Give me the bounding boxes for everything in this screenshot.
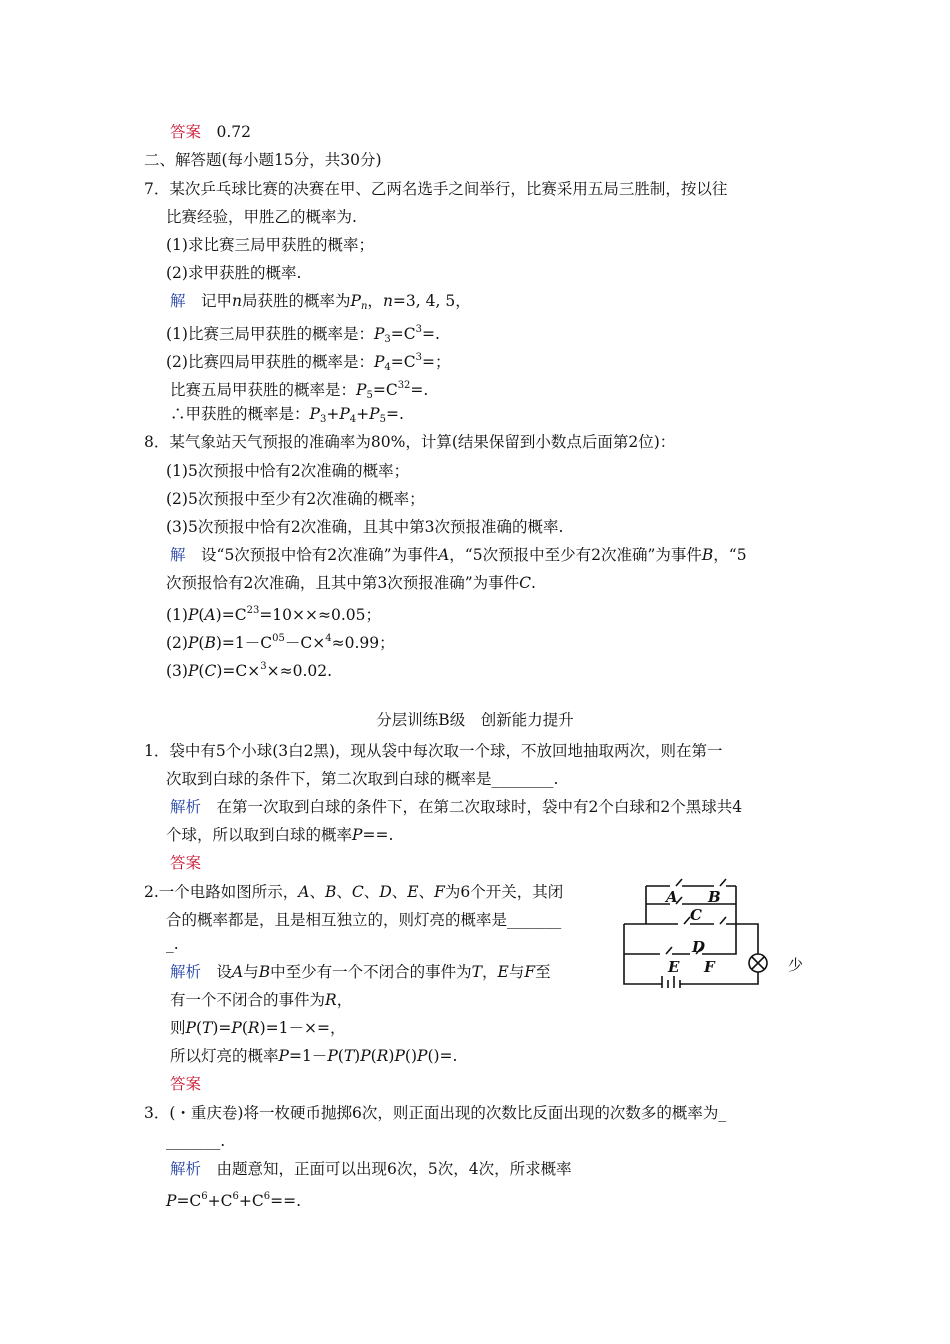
problem-2-line-1: 2.一个电路如图所示，A、B、C、D、E、F为6个开关，其闭 — [144, 883, 564, 901]
problem-2-line-2: 合的概率都是，且是相互独立的，则灯亮的概率是_______ — [166, 911, 562, 929]
analysis-label: 解析 — [170, 1160, 202, 1178]
solution-8-line-2: 次预报恰有2次准确，且其中第3次预报准确”为事件C. — [166, 574, 536, 592]
problem-2-analysis-4: 所以灯亮的概率P=1－P(T)P(R)P()P()=. — [170, 1047, 458, 1065]
switch-label-b: B — [708, 888, 721, 906]
problem-1-line-2: 次取到白球的条件下，第二次取到白球的概率是________. — [166, 770, 559, 788]
solution-label: 解 — [170, 546, 186, 564]
problem-2-analysis-1: 解析 设A与B中至少有一个不闭合的事件为T，E与F至 — [170, 963, 551, 981]
switch-label-d: D — [692, 938, 706, 956]
solution-7-step-2: (2)比赛四局甲获胜的概率是：$P_4=C^3=$； — [166, 352, 451, 373]
analysis-label: 解析 — [170, 798, 202, 816]
solution-8-line-1: 解 设“5次预报中恰有2次准确”为事件A，“5次预报中至少有2次准确”为事件B，“5 — [170, 546, 747, 564]
section-heading: 二、解答题(每小题15分，共30分) — [144, 151, 382, 169]
question-7-line-1: 7．某次乒乓球比赛的决赛在甲、乙两名选手之间举行，比赛采用五局三胜制，按以往 — [144, 180, 728, 198]
problem-3-line-1: 3．(・重庆卷)将一枚硬币抛掷6次，则正面出现的次数比反面出现的次数多的概率为_ — [144, 1104, 727, 1122]
problem-1-line-1: 1．袋中有5个小球(3白2黑)，现从袋中每次取一个球，不放回地抽取两次，则在第一 — [144, 742, 723, 760]
problem-2-analysis-2: 有一个不闭合的事件为R， — [170, 991, 353, 1009]
solution-7-conclusion: ∴甲获胜的概率是：$P_3+P_4+P_5=$. — [170, 405, 404, 425]
circuit-diagram — [620, 876, 820, 988]
answer-value: 0.72 — [201, 123, 252, 141]
answer-label: 答案 — [170, 123, 202, 141]
answer-label: 答案 — [170, 1075, 202, 1093]
solution-label: 解 — [170, 292, 186, 310]
problem-1-analysis-1: 解析 在第一次取到白球的条件下，在第二次取球时，袋中有2个白球和2个黑球共4 — [170, 798, 743, 816]
question-8-line-1: 8．某气象站天气预报的准确率为80%，计算(结果保留到小数点后面第2位)： — [144, 433, 676, 451]
solution-7-step-1: (1)比赛三局甲获胜的概率是：$P_3=C^3=$. — [166, 324, 440, 345]
lamp-side-label: 少 — [788, 956, 804, 974]
switch-label-f: F — [704, 958, 715, 976]
answer-label: 答案 — [170, 854, 202, 872]
answer-line — [170, 122, 251, 142]
switch-label-e: E — [668, 958, 680, 976]
problem-3-line-2: _______. — [166, 1132, 226, 1150]
problem-1-analysis-2: 个球，所以取到白球的概率P==. — [166, 826, 394, 844]
switch-label-c: C — [690, 906, 702, 924]
question-8-part-1: (1)5次预报中恰有2次准确的概率； — [166, 462, 410, 480]
question-7-line-2: 比赛经验，甲胜乙的概率为. — [166, 208, 357, 226]
problem-3-analysis-2: $P=C^6+C^6+C^6==$. — [166, 1191, 302, 1210]
solution-8-step-1: $(1)P(A)=C^{23}=10\times\times\approx 0.05$； — [166, 605, 381, 624]
problem-3-analysis-1: 解析 由题意知，正面可以出现6次，5次，4次，所求概率 — [170, 1160, 572, 1178]
question-7-part-2: (2)求甲获胜的概率. — [166, 264, 302, 282]
question-7-part-1: (1)求比赛三局甲获胜的概率； — [166, 236, 374, 254]
analysis-label: 解析 — [170, 963, 202, 981]
question-8-part-2: (2)5次预报中至少有2次准确的概率； — [166, 490, 425, 508]
question-8-part-3: (3)5次预报中恰有2次准确，且其中第3次预报准确的概率. — [166, 518, 564, 536]
solution-8-step-2: $(2)P(B)=1-C^{05}-C\times^4\approx 0.99$； — [166, 633, 395, 652]
switch-label-a: A — [666, 888, 678, 906]
solution-7-intro: 解 记甲n局获胜的概率为$P_n$，n=3, 4, 5， — [170, 292, 471, 312]
solution-8-step-3: (3)P(C)=C×$^3$×≈0.02. — [166, 661, 333, 680]
problem-2-analysis-3: 则P(T)=P(R)=1－×=， — [170, 1019, 346, 1037]
problem-2-line-3: _. — [166, 935, 179, 953]
solution-7-step-3: 比赛五局甲获胜的概率是：$P_5=C^{32}=$. — [170, 380, 429, 401]
section-title: 分层训练B级 创新能力提升 — [376, 711, 574, 729]
